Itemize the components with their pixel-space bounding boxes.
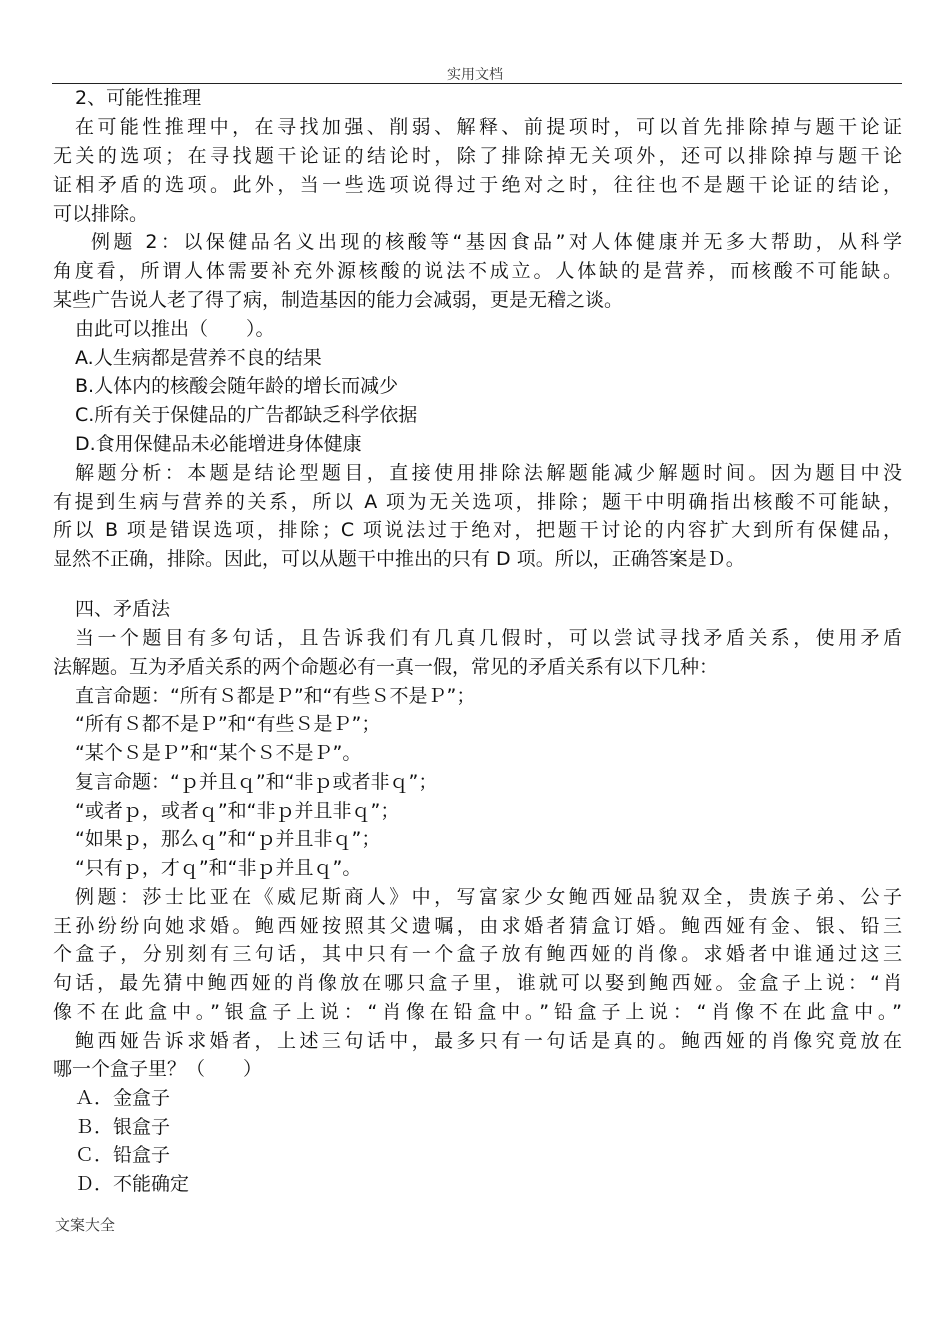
question-prompt: 哪一个盒子里？（ ） xyxy=(53,1058,263,1080)
text-line: 可以排除。 xyxy=(53,203,149,225)
option-item: B.人体内的核酸会随年龄的增长而减少 xyxy=(75,375,399,397)
text-line: “某个Ｓ是Ｐ”和“某个Ｓ不是Ｐ”。 xyxy=(75,742,362,764)
text-line: 法解题。互为矛盾关系的两个命题必有一真一假，常见的矛盾关系有以下几种： xyxy=(53,656,719,678)
text-line: 王孙纷纷向她求婚。鲍西娅按照其父遗嘱，由求婚者猜盒订婚。鲍西娅有金、银、铅三 xyxy=(53,915,902,937)
text-line: 所以 B 项是错误选项，排除；C 项说法过于绝对，把题干讨论的内容扩大到所有保健品， xyxy=(53,519,902,541)
option-item: Ｃ．铅盒子 xyxy=(75,1144,171,1166)
text-line: “只有ｐ，才ｑ”和“非ｐ并且ｑ”。 xyxy=(75,857,362,879)
text-line: 例题 2：以保健品名义出现的核酸等“基因食品”对人体健康并无多大帮助，从科学 xyxy=(91,231,902,253)
option-item: C.所有关于保健品的广告都缺乏科学依据 xyxy=(75,404,418,426)
text-line: 解题分析：本题是结论型题目，直接使用排除法解题能减少解题时间。因为题目中没 xyxy=(75,462,902,484)
section-heading: 四、矛盾法 xyxy=(75,598,171,620)
text-line: 鲍西娅告诉求婚者，上述三句话中，最多只有一句话是真的。鲍西娅的肖像究竟放在 xyxy=(75,1030,902,1052)
text-line: “或者ｐ，或者ｑ”和“非ｐ并且非ｑ”； xyxy=(75,800,400,822)
text-line: 当一个题目有多句话，且告诉我们有几真几假时，可以尝试寻找矛盾关系，使用矛盾 xyxy=(75,627,902,649)
text-line: 显然不正确，排除。因此，可以从题干中推出的只有 D 项。所以，正确答案是Ｄ。 xyxy=(53,548,745,570)
page-header: 实用文档 xyxy=(447,67,503,83)
text-line: “所有Ｓ都不是Ｐ”和“有些Ｓ是Ｐ”； xyxy=(75,713,381,735)
option-item: A.人生病都是营养不良的结果 xyxy=(75,347,322,369)
text-line: 无关的选项；在寻找题干论证的结论时，除了排除掉无关项外，还可以排除掉与题干论 xyxy=(53,145,902,167)
header-divider xyxy=(52,83,902,84)
text-line: “如果ｐ，那么ｑ”和“ｐ并且非ｑ”； xyxy=(75,828,381,850)
text-line: 角度看，所谓人体需要补充外源核酸的说法不成立。人体缺的是营养，而核酸不可能缺。 xyxy=(53,260,902,282)
text-line: 例题：莎士比亚在《威尼斯商人》中，写富家少女鲍西娅品貌双全，贵族子弟、公子 xyxy=(75,886,902,908)
text-line: 直言命题：“所有Ｓ都是Ｐ”和“有些Ｓ不是Ｐ”； xyxy=(75,685,476,707)
option-item: Ａ．金盒子 xyxy=(75,1087,171,1109)
text-line: 复言命题：“ｐ并且ｑ”和“非ｐ或者非ｑ”； xyxy=(75,771,438,793)
text-line: 证相矛盾的选项。此外，当一些选项说得过于绝对之时，往往也不是题干论证的结论， xyxy=(53,174,902,196)
option-item: Ｄ．不能确定 xyxy=(75,1173,190,1195)
text-line: 像不在此盒中。”银盒子上说：“肖像在铅盒中。”铅盒子上说：“肖像不在此盒中。” xyxy=(53,1001,902,1023)
text-line: 某些广告说人老了得了病，制造基因的能力会减弱，更是无稽之谈。 xyxy=(53,289,624,311)
option-item: Ｂ．银盒子 xyxy=(75,1116,171,1138)
section-heading: 2、可能性推理 xyxy=(75,87,202,109)
text-line: 有提到生病与营养的关系，所以 A 项为无关选项，排除；题干中明确指出核酸不可能缺， xyxy=(53,491,902,513)
text-line: 个盒子，分别刻有三句话，其中只有一个盒子放有鲍西娅的肖像。求婚者中谁通过这三 xyxy=(53,943,902,965)
option-item: D.食用保健品未必能增进身体健康 xyxy=(75,433,362,455)
page-footer: 文案大全 xyxy=(55,1216,116,1234)
question-prompt: 由此可以推出（ ）。 xyxy=(75,318,275,340)
text-line: 句话，最先猜中鲍西娅的肖像放在哪只盒子里，谁就可以娶到鲍西娅。金盒子上说：“肖 xyxy=(53,972,902,994)
text-line: 在可能性推理中，在寻找加强、削弱、解释、前提项时，可以首先排除掉与题干论证 xyxy=(75,116,902,138)
